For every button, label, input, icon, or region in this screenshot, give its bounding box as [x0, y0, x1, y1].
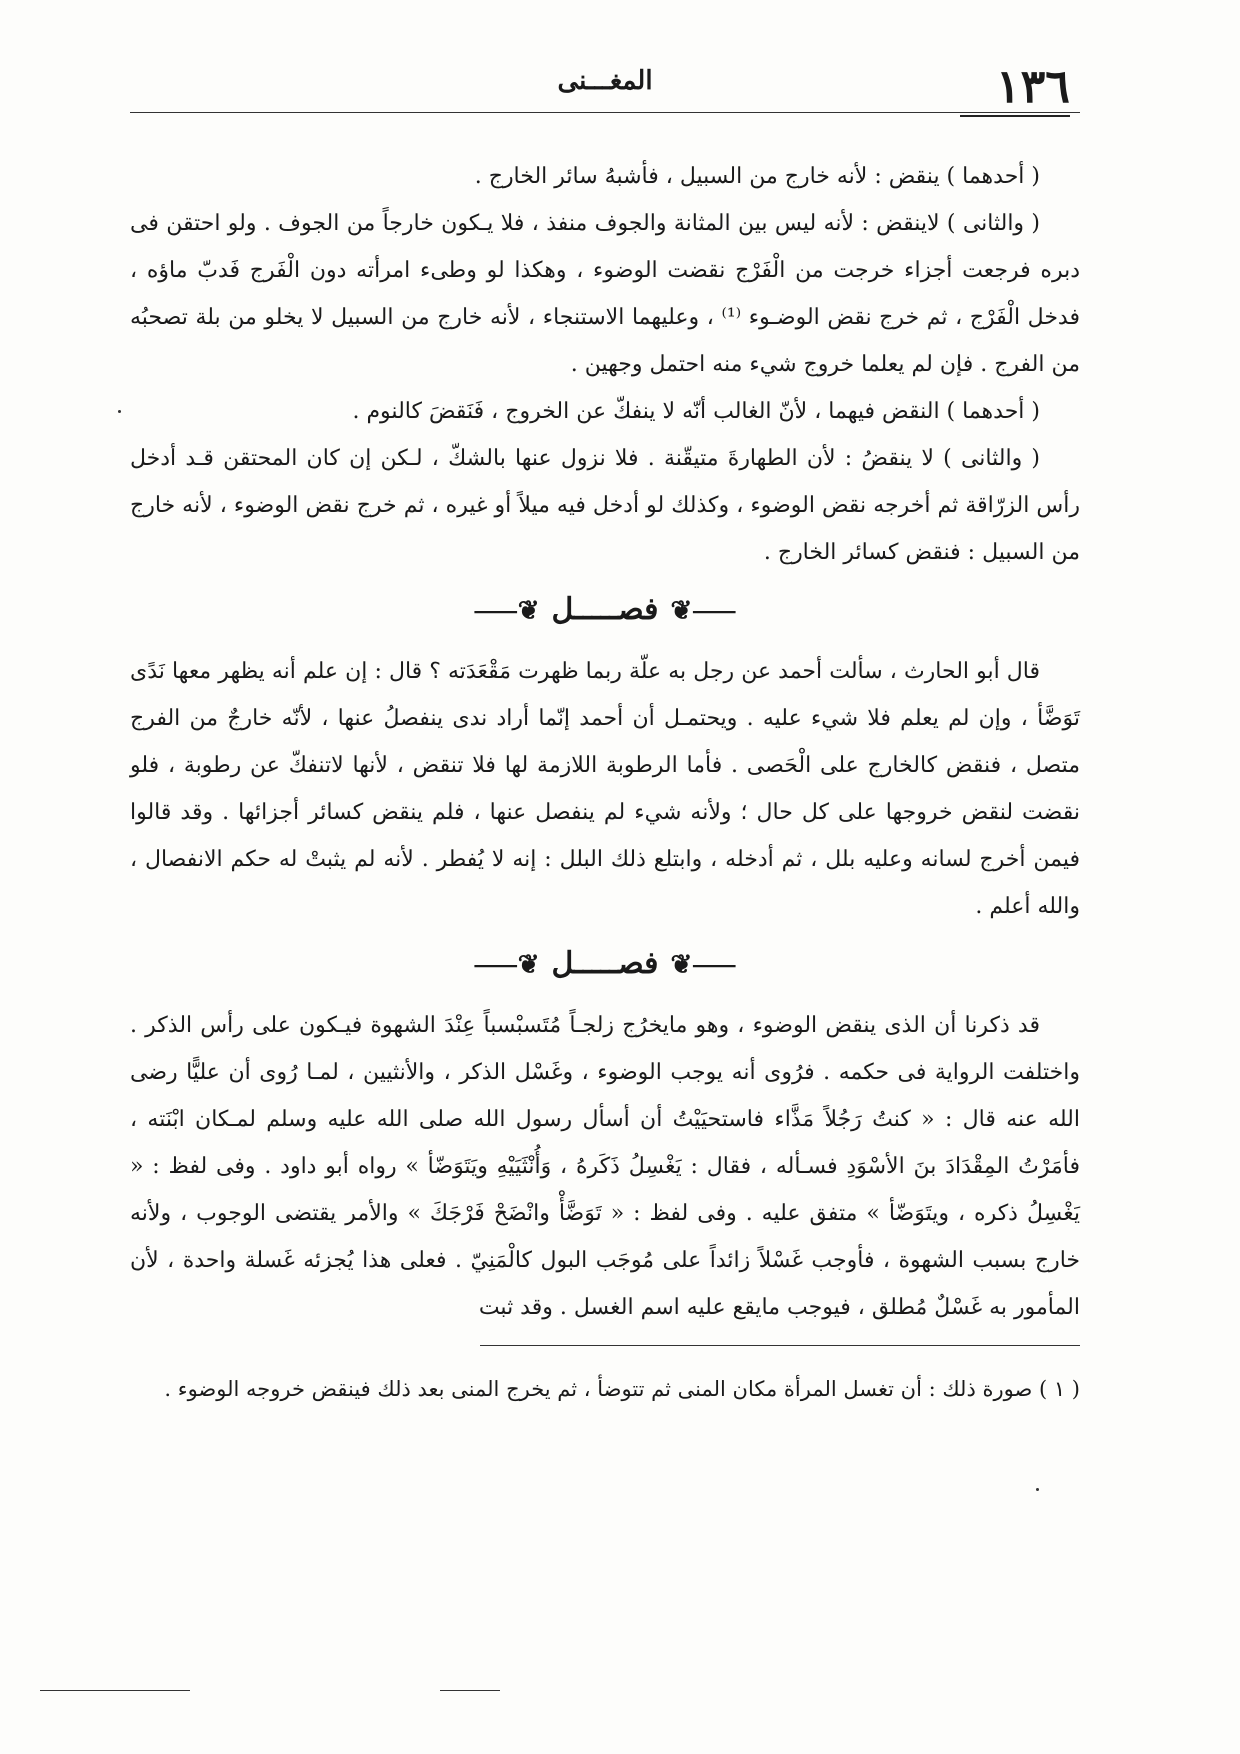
section-heading: [130, 586, 1080, 634]
ornament-icon: ❦⸺: [473, 596, 540, 626]
bottom-rule: [440, 1690, 500, 1691]
page-number: ١٣٦: [995, 59, 1070, 113]
body-text: [130, 153, 1080, 1411]
footnote-divider: [480, 1345, 1080, 1346]
section-heading-label: فصـــــل: [551, 946, 659, 981]
paragraph: ( والثانى ) لاينقض : لأنه ليس بين المثانة والجوف منفذ ، فلا يـكون خارجاً من الجوف . ولو احتقن فى دبره فرجعت أجزاء خرجت من الْفَرْج نقضت الوضوء ، وهكذا لو وطىء امرأته دون الْفَرج فَدبّ ماؤه ، فدخل الْفَرْج ، ثم خرج نقض الوضـوء ⁽¹⁾ ، وعليهما الاستنجاء ، لأنه خارج من السبيل لا يخلو من بلة تصحبُه من الفرج . فإن لم يعلما خروج شيء منه احتمل وجهين .: [130, 211, 1080, 377]
paragraph: ( أحدهما ) ينقض : لأنه خارج من السبيل ، فأشبهُ سائر الخارج .: [474, 164, 1040, 189]
footnote: ( ١ ) صورة ذلك : أن تغسل المرأة مكان المنى ثم تتوضأ ، ثم يخرج المنى بعد ذلك فينقض خروجه الوضوء .: [164, 1377, 1080, 1401]
page: [130, 60, 1080, 1432]
page-header: [130, 60, 1080, 113]
bottom-rule: [40, 1690, 190, 1691]
section-heading: [130, 940, 1080, 988]
section-heading-label: فصـــــل: [551, 592, 659, 627]
paragraph: ( أحدهما ) النقض فيهما ، لأنّ الغالب أنّه لا ينفكّ عن الخروج ، فَنَقضَ كالنوم .: [352, 399, 1040, 424]
paragraph: قال أبو الحارث ، سألت أحمد عن رجل به علّة ربما ظهرت مَقْعَدَته ؟ قال : إن علم أنه يظهر معها نَدًى تَوَضَّأ ، وإن لم يعلم فلا شيء عليه . ويحتمـل أن أحمد إنّما أراد ندى ينفصلُ عنها ، لأنّه خارجٌ من الفرج متصل ، فنقض كالخارج على الْحَصى . فأما الرطوبة اللازمة لها فلا تنقض ، لأنها لاتنفكّ عن رطوبة ، فلو نقضت لنقض خروجها على كل حال ؛ ولأنه شيء لم ينفصل عنها ، فلم ينقض كسائر أجزائها . وقد قالوا فيمن أخرج لسانه وعليه بلل ، ثم أدخله ، وابتلع ذلك البلل : إنه لا يُفطر . لأنه لم يثبتْ له حكم الانفصال ، والله أعلم .: [130, 659, 1080, 919]
paragraph: ( والثانى ) لا ينقضُ : لأن الطهارةَ متيقّنة . فلا نزول عنها بالشكّ ، لـكن إن كان المحتقن قـد أدخل رأس الزرّاقة ثم أخرجه نقض الوضوء ، وكذلك لو أدخل فيه ميلاً أو غيره ، ثم خرج نقض الوضوء ، لأنه خارج من السبيل : فنقض كسائر الخارج .: [130, 446, 1080, 565]
speck: [1036, 1488, 1039, 1491]
ornament-icon: ⸺❦: [670, 950, 737, 980]
speck: [118, 410, 121, 413]
header-rule: [960, 115, 1070, 117]
running-title: المغـــنى: [557, 66, 653, 96]
ornament-icon: ❦⸺: [473, 950, 540, 980]
ornament-icon: ⸺❦: [670, 596, 737, 626]
paragraph: قد ذكرنا أن الذى ينقض الوضوء ، وهو مايخرُج زلجـاً مُتَسبْسباً عِنْدَ الشهوة فيـكون على رأس الذكر . واختلفت الرواية فى حكمه . فرُوى أنه يوجب الوضوء ، وغَسْل الذكر ، والأنثيين ، لمـا رُوى أن عليًّا رضى الله عنه قال : « كنتُ رَجُلاً مَذَّاء فاستحيَيْتُ أن أسأل رسول الله صلى الله عليه وسلم لمـكان ابْنَته ، فأمَرْتُ المِقْدَادَ بنَ الأسْوَدِ فسـأله ، فقال : يَغْسِلُ ذَكَرهُ ، وَأُنْثَيَيْهِ ويَتَوَضّأ » رواه أبو داود . وفى لفظ : « يَغْسِلُ ذكره ، ويتَوَضّأ » متفق عليه . وفى لفظ : « تَوَضَّأْ وانْضَحْ فَرْجَكَ » والأمر يقتضى الوجوب ، ولأنه خارج بسبب الشهوة ، فأوجب غَسْلاً زائداً على مُوجَب البول كالْمَنِيّ . فعلى هذا يُجزئه غَسلة واحدة ، لأن المأمور به غَسْلٌ مُطلق ، فيوجب مايقع عليه اسم الغسل . وقد ثبت: [130, 1013, 1080, 1320]
